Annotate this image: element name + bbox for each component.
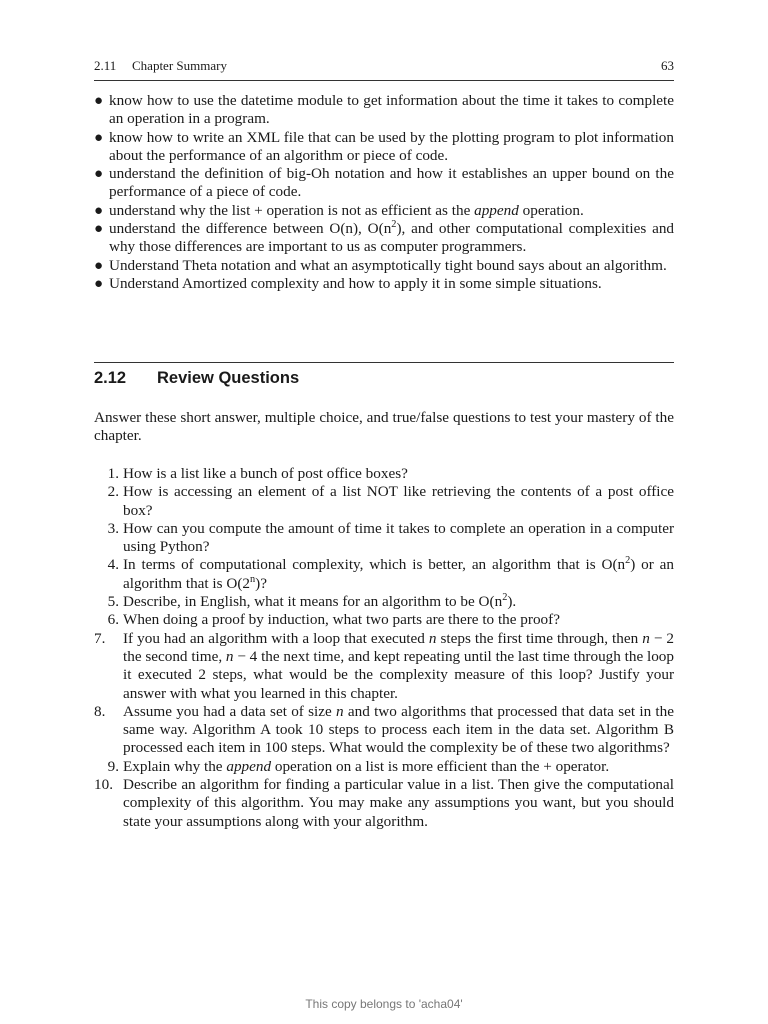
summary-item-text: understand why the list + operation is not as efficient as the append operation. bbox=[109, 201, 584, 219]
chapter-summary-list bbox=[94, 92, 674, 293]
question-item bbox=[94, 758, 674, 776]
question-number: 5. bbox=[107, 593, 119, 611]
question-number: 8. bbox=[94, 702, 106, 720]
question-text: How can you compute the amount of time it takes to complete an operation in a computer using Python? bbox=[123, 519, 674, 556]
question-item bbox=[94, 465, 674, 483]
question-text: Describe an algorithm for finding a particular value in a list. Then give the computational complexity of this algorithm. You may make any assumptions you want, but you should state your assumptions along with your algorithm. bbox=[123, 776, 674, 830]
section-divider bbox=[94, 362, 674, 363]
running-head-section-number: 2.11 bbox=[94, 58, 117, 73]
question-text: How is accessing an element of a list NOT like retrieving the contents of a post office box? bbox=[123, 483, 674, 519]
question-number: 10. bbox=[94, 776, 113, 794]
section-heading bbox=[94, 369, 299, 388]
question-text: Assume you had a data set of size n and two algorithms that processed that data set in the same way. Algorithm A took 10 steps to process each item in the data set. Algorithm B processed each item in 100 steps. What would the complexity be of these two algorithms? bbox=[123, 702, 674, 757]
running-head bbox=[94, 56, 674, 81]
bullet-icon: ● bbox=[94, 166, 104, 183]
question-item bbox=[94, 611, 674, 629]
summary-item-text: Understand Theta notation and what an asymptotically tight bound says about an algorithm. bbox=[109, 256, 667, 274]
question-text: When doing a proof by induction, what two parts are there to the proof? bbox=[123, 611, 560, 629]
running-head-section-title: Chapter Summary bbox=[132, 58, 227, 73]
summary-item bbox=[94, 220, 674, 257]
bullet-icon: ● bbox=[94, 275, 104, 292]
question-number: 6. bbox=[107, 611, 119, 629]
question-item bbox=[94, 630, 674, 703]
summary-item-text: know how to write an XML file that can be used by the plotting program to plot information about the performance of an algorithm or piece of code. bbox=[109, 128, 674, 164]
question-item bbox=[94, 520, 674, 557]
section-intro: Answer these short answer, multiple choice, and true/false questions to test your mastery of the chapter. bbox=[94, 409, 674, 445]
bullet-icon: ● bbox=[94, 93, 104, 109]
question-number: 1. bbox=[107, 465, 119, 482]
question-item bbox=[94, 703, 674, 758]
summary-item bbox=[94, 129, 674, 166]
bullet-icon: ● bbox=[94, 257, 104, 274]
question-number: 9. bbox=[107, 757, 119, 775]
review-questions-list bbox=[94, 465, 674, 831]
question-text: Explain why the append operation on a list is more efficient than the + operator. bbox=[123, 757, 610, 775]
bullet-icon: ● bbox=[94, 221, 104, 238]
summary-item bbox=[94, 275, 674, 293]
question-item bbox=[94, 776, 674, 831]
summary-item bbox=[94, 202, 674, 220]
question-item bbox=[94, 593, 674, 611]
summary-item bbox=[94, 257, 674, 275]
question-number: 3. bbox=[107, 519, 119, 537]
bullet-icon: ● bbox=[94, 202, 104, 219]
summary-item bbox=[94, 165, 674, 202]
question-number: 7. bbox=[94, 629, 106, 647]
summary-item-text: Understand Amortized complexity and how to apply it in some simple situations. bbox=[109, 274, 602, 292]
question-item bbox=[94, 556, 674, 593]
bullet-icon: ● bbox=[94, 129, 104, 146]
summary-item-text: understand the definition of big-Oh notation and how it establishes an upper bound on the performance of a piece of code. bbox=[109, 165, 674, 201]
section-heading-title: Review Questions bbox=[157, 369, 300, 387]
summary-item bbox=[94, 92, 674, 129]
summary-item-text: know how to use the datetime module to get information about the time it takes to complete an operation in a program. bbox=[109, 92, 674, 128]
question-item bbox=[94, 483, 674, 520]
question-text: In terms of computational complexity, which is better, an algorithm that is $O(n^2)$ or an algorithm that is O(2$^n$)? bbox=[123, 555, 674, 592]
question-number: 4. bbox=[107, 556, 119, 574]
section-heading-number: 2.12 bbox=[94, 369, 127, 387]
page-number: 63 bbox=[661, 58, 674, 73]
question-number: 2. bbox=[107, 483, 119, 501]
summary-item-text: understand the difference between O(n), $O(n^2)$, and other computational complexities and why those differences are important to us as computer programmers. bbox=[109, 219, 675, 256]
copy-watermark: This copy belongs to 'acha04' bbox=[305, 997, 463, 1011]
question-text: How is a list like a bunch of post office boxes? bbox=[123, 465, 408, 482]
question-text: If you had an algorithm with a loop that executed n steps the first time through, then n − 2 the second time, n − 4 the next time, and kept repeating until the last time through the loop it executed 2 steps, what would be the complexity measure of this loop? Justify your answer with what you learned in this chapter. bbox=[123, 629, 674, 702]
question-text: Describe, in English, what it means for an algorithm to be $O(n^2)$. bbox=[123, 592, 517, 611]
